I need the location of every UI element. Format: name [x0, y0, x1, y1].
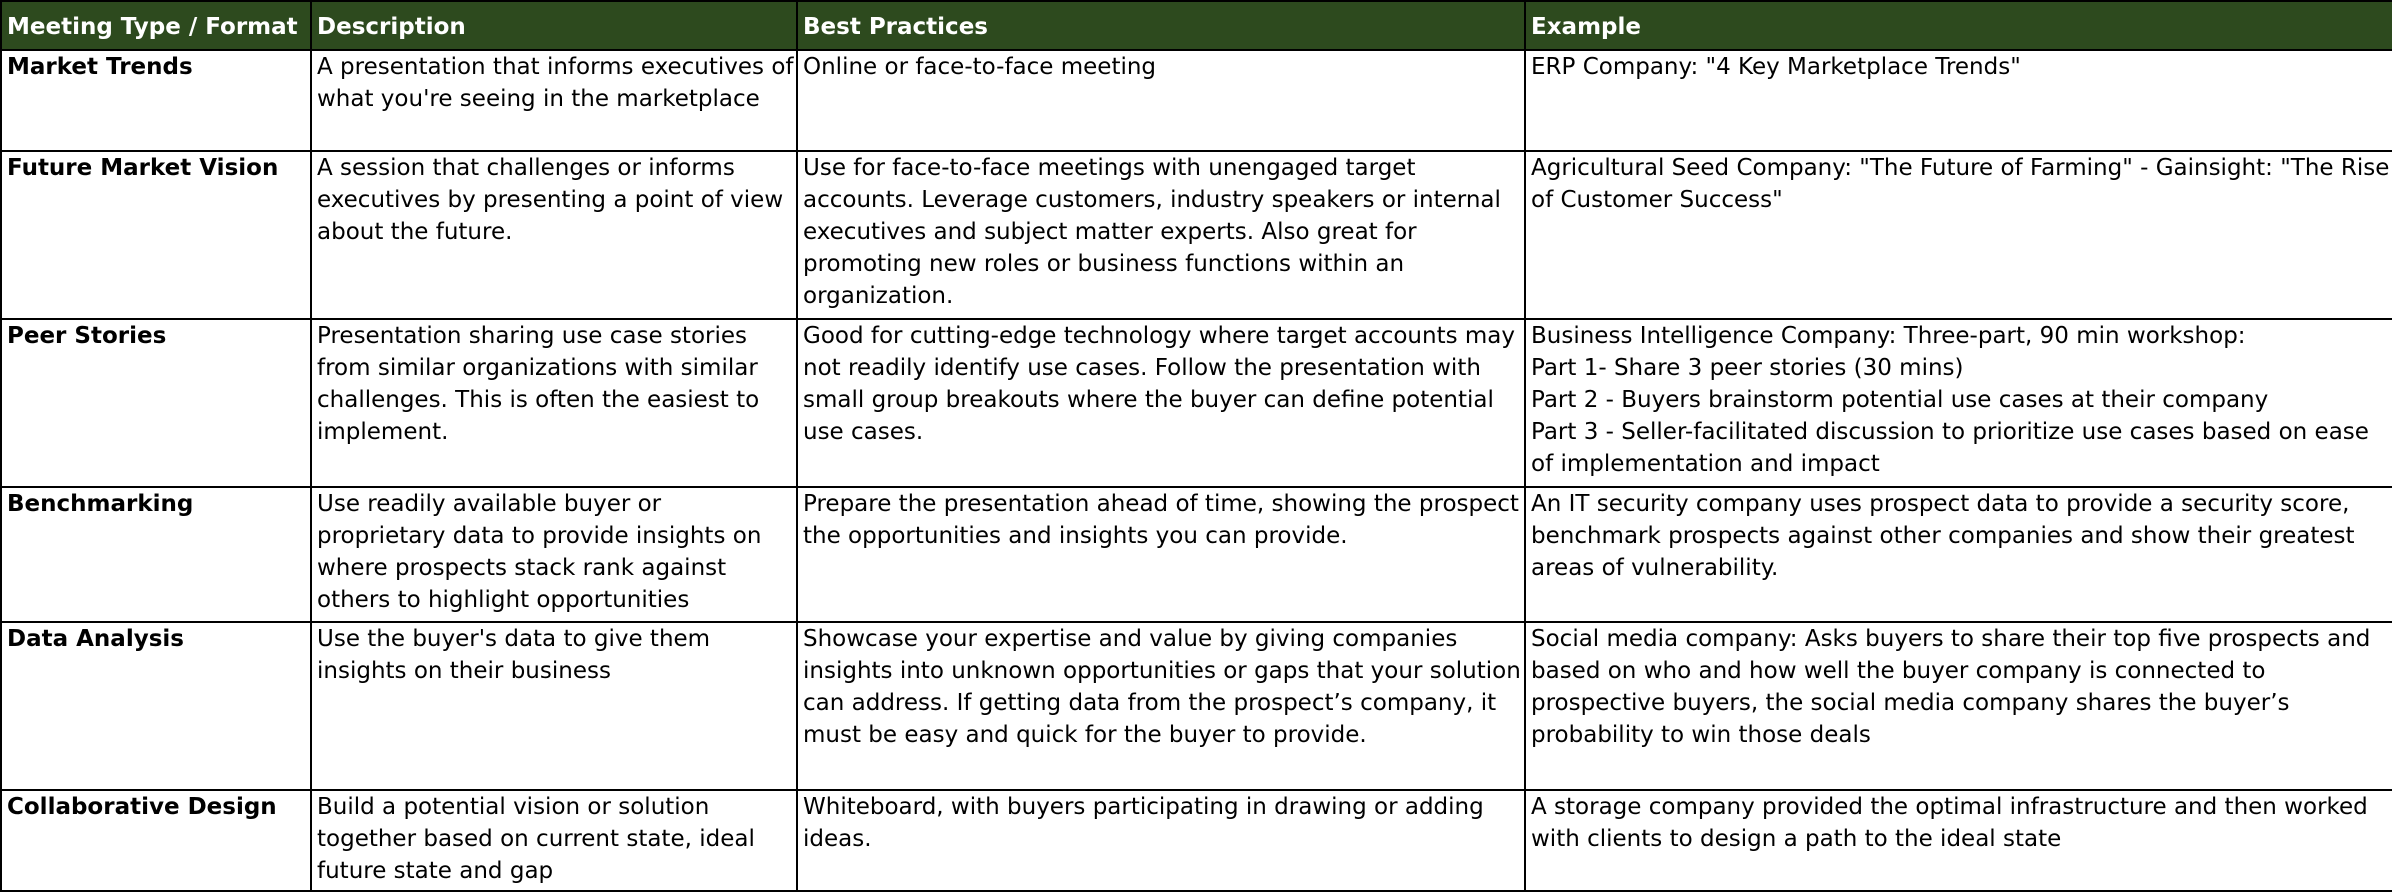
meeting-type-cell: Market Trends — [1, 50, 311, 151]
example-line: Social media company: Asks buyers to share their top five prospects and based on who and how well the buyer company is connected to prospective buyers, the social media company shares the buyer’s probability to win those deals — [1531, 626, 2371, 748]
example-cell — [1525, 151, 2392, 319]
header-meeting-type: Meeting Type / Format — [1, 1, 311, 50]
meeting-type-cell: Peer Stories — [1, 319, 311, 487]
header-description: Description — [311, 1, 797, 50]
description-cell: Presentation sharing use case stories from similar organizations with similar challenges. This is often the easiest to implement. — [311, 319, 797, 487]
example-cell — [1525, 50, 2392, 151]
example-line: Part 2 - Buyers brainstorm potential use cases at their company — [1531, 387, 2269, 413]
best-practices-cell: Whiteboard, with buyers participating in drawing or adding ideas. — [797, 790, 1525, 891]
example-cell — [1525, 319, 2392, 487]
example-line: An IT security company uses prospect data to provide a security score, benchmark prospects against other companies and show their greatest areas of vulnerability. — [1531, 491, 2355, 581]
description-cell: Use readily available buyer or proprietary data to provide insights on where prospects stack rank against others to highlight opportunities — [311, 487, 797, 622]
meeting-type-cell: Collaborative Design — [1, 790, 311, 891]
best-practices-cell: Use for face-to-face meetings with unengaged target accounts. Leverage customers, industry speakers or internal executives and subject matter experts. Also great for promoting new roles or business functions within an organization. — [797, 151, 1525, 319]
description-cell: Build a potential vision or solution together based on current state, ideal future state and gap — [311, 790, 797, 891]
header-row — [1, 1, 2392, 50]
example-line: Part 1- Share 3 peer stories (30 mins) — [1531, 355, 1964, 381]
best-practices-cell: Showcase your expertise and value by giving companies insights into unknown opportunities or gaps that your solution can address. If getting data from the prospect’s company, it must be easy and quick for the buyer to provide. — [797, 622, 1525, 790]
example-line: Agricultural Seed Company: "The Future of Farming" - Gainsight: "The Rise of Customer Success" — [1531, 155, 2390, 213]
example-cell — [1525, 487, 2392, 622]
example-line: A storage company provided the optimal infrastructure and then worked with clients to design a path to the ideal state — [1531, 794, 2368, 852]
example-line: Part 3 - Seller-facilitated discussion to prioritize use cases based on ease of implementation and impact — [1531, 419, 2369, 477]
table-row — [1, 487, 2392, 622]
table-row — [1, 790, 2392, 891]
meeting-type-cell: Benchmarking — [1, 487, 311, 622]
meeting-type-cell: Future Market Vision — [1, 151, 311, 319]
best-practices-cell: Good for cutting-edge technology where target accounts may not readily identify use cases. Follow the presentation with small group breakouts where the buyer can define potential use cases. — [797, 319, 1525, 487]
table-row — [1, 151, 2392, 319]
header-best-practices: Best Practices — [797, 1, 1525, 50]
description-cell: A presentation that informs executives of what you're seeing in the marketplace — [311, 50, 797, 151]
table-row — [1, 622, 2392, 790]
description-cell: Use the buyer's data to give them insights on their business — [311, 622, 797, 790]
best-practices-cell: Online or face-to-face meeting — [797, 50, 1525, 151]
table-row — [1, 50, 2392, 151]
example-cell — [1525, 622, 2392, 790]
table-row — [1, 319, 2392, 487]
example-line: Business Intelligence Company: Three-part, 90 min workshop: — [1531, 323, 2246, 349]
meeting-type-cell: Data Analysis — [1, 622, 311, 790]
best-practices-cell: Prepare the presentation ahead of time, showing the prospect the opportunities and insights you can provide. — [797, 487, 1525, 622]
example-line: ERP Company: "4 Key Marketplace Trends" — [1531, 54, 2021, 80]
description-cell: A session that challenges or informs executives by presenting a point of view about the future. — [311, 151, 797, 319]
header-example: Example — [1525, 1, 2392, 50]
example-cell — [1525, 790, 2392, 891]
